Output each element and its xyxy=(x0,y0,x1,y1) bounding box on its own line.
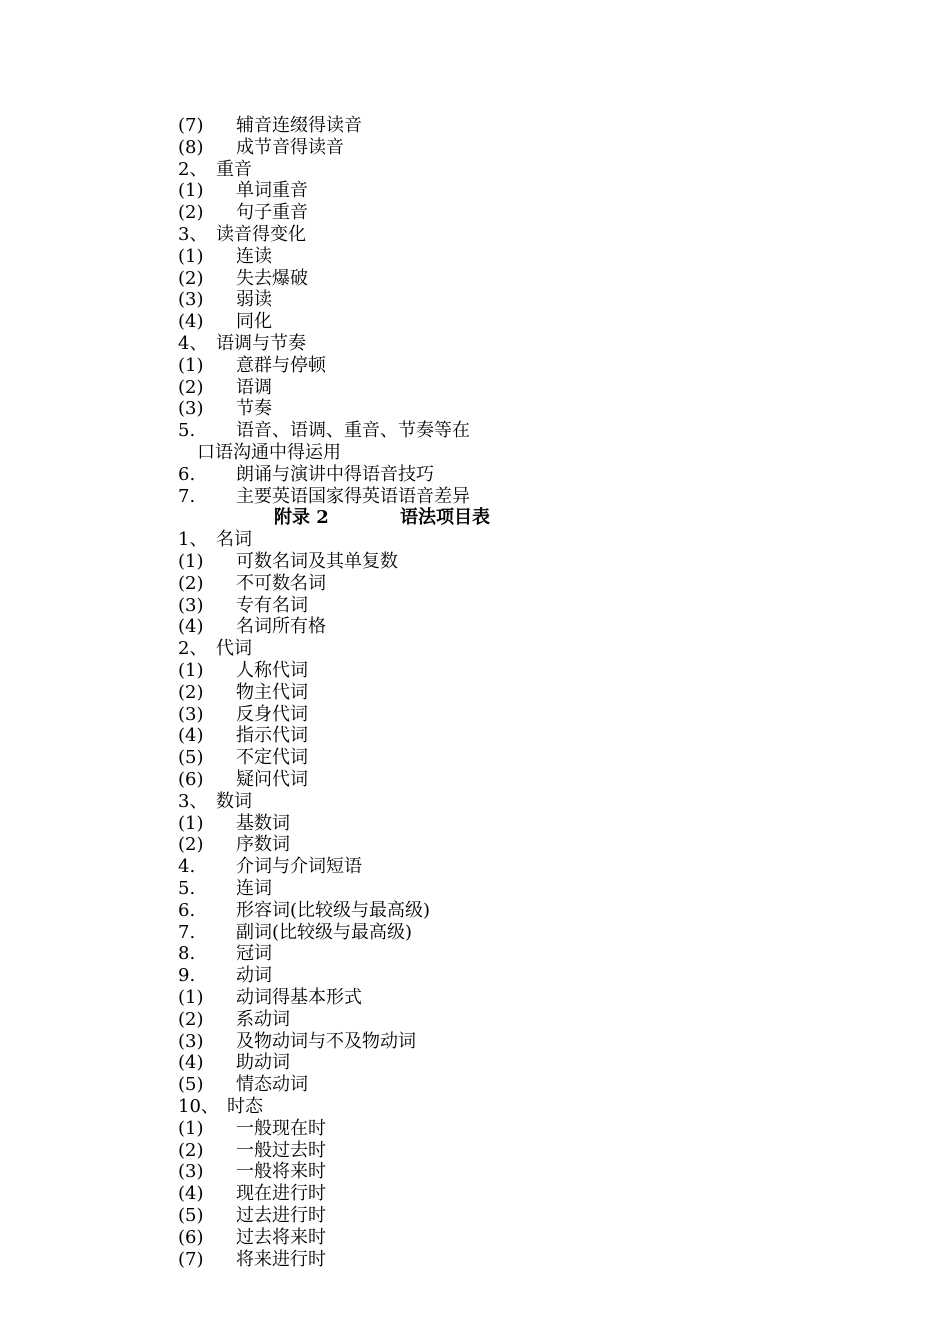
item-text: 系动词 xyxy=(236,1009,290,1030)
item-text: 将来进行时 xyxy=(236,1249,326,1270)
item-number: (1) xyxy=(178,660,204,681)
item-number: (1) xyxy=(178,355,204,376)
item-number: 4、 xyxy=(178,333,208,354)
item-number: (2) xyxy=(178,268,204,289)
list-item xyxy=(0,1249,950,1271)
item-text: 数词 xyxy=(216,791,252,812)
list-item xyxy=(0,180,950,202)
list-item xyxy=(0,289,950,311)
list-item xyxy=(0,551,950,573)
item-number: 3、 xyxy=(178,791,208,812)
item-text: 及物动词与不及物动词 xyxy=(236,1031,416,1052)
item-number: (2) xyxy=(178,573,204,594)
list-item xyxy=(0,202,950,224)
appendix-title: 语法项目表 xyxy=(400,507,490,528)
list-item xyxy=(0,246,950,268)
item-text: 语调与节奏 xyxy=(216,333,306,354)
item-text: 副词(比较级与最高级) xyxy=(236,922,413,943)
section-heading xyxy=(0,333,950,355)
item-number: (5) xyxy=(178,747,204,768)
item-number: (4) xyxy=(178,725,204,746)
section-heading xyxy=(0,638,950,660)
item-number: (4) xyxy=(178,1183,204,1204)
list-item xyxy=(0,856,950,878)
item-number: (1) xyxy=(178,551,204,572)
item-number: (2) xyxy=(178,682,204,703)
list-item xyxy=(0,137,950,159)
item-number: 8. xyxy=(178,943,196,964)
list-item xyxy=(0,725,950,747)
list-item xyxy=(0,747,950,769)
item-text: 基数词 xyxy=(236,813,290,834)
item-text: 主要英语国家得英语语音差异 xyxy=(236,486,470,507)
item-number: (8) xyxy=(178,137,204,158)
list-item xyxy=(0,965,950,987)
item-number: 7. xyxy=(178,922,196,943)
item-number: (1) xyxy=(178,813,204,834)
item-number: (2) xyxy=(178,377,204,398)
item-number: (3) xyxy=(178,704,204,725)
list-item xyxy=(0,442,950,464)
item-text: 助动词 xyxy=(236,1052,290,1073)
item-text: 句子重音 xyxy=(236,202,308,223)
item-text: 疑问代词 xyxy=(236,769,308,790)
item-text: 指示代词 xyxy=(236,725,308,746)
list-item xyxy=(0,420,950,442)
item-text: 不可数名词 xyxy=(236,573,326,594)
item-text: 反身代词 xyxy=(236,704,308,725)
item-text: 不定代词 xyxy=(236,747,308,768)
list-item xyxy=(0,878,950,900)
item-text: 代词 xyxy=(216,638,252,659)
list-item xyxy=(0,616,950,638)
item-number: (7) xyxy=(178,115,204,136)
item-number: (3) xyxy=(178,595,204,616)
item-number: (4) xyxy=(178,1052,204,1073)
item-text: 专有名词 xyxy=(236,595,308,616)
item-number: 2、 xyxy=(178,159,208,180)
section-heading xyxy=(0,791,950,813)
item-text: 连读 xyxy=(236,246,272,267)
list-item xyxy=(0,943,950,965)
item-number: (2) xyxy=(178,202,204,223)
list-item xyxy=(0,377,950,399)
item-text: 人称代词 xyxy=(236,660,308,681)
item-number: 6. xyxy=(178,464,196,485)
item-number: 1、 xyxy=(178,529,208,550)
item-number: (1) xyxy=(178,987,204,1008)
item-text: 失去爆破 xyxy=(236,268,308,289)
item-number: 3、 xyxy=(178,224,208,245)
list-item xyxy=(0,355,950,377)
item-text: 一般将来时 xyxy=(236,1161,326,1182)
item-number: 4. xyxy=(178,856,196,877)
item-text: 现在进行时 xyxy=(236,1183,326,1204)
item-text: 读音得变化 xyxy=(216,224,306,245)
section-heading xyxy=(0,224,950,246)
item-number: 5. xyxy=(178,420,196,441)
list-item xyxy=(0,1205,950,1227)
list-item xyxy=(0,900,950,922)
list-item xyxy=(0,268,950,290)
item-text: 单词重音 xyxy=(236,180,308,201)
list-item xyxy=(0,1161,950,1183)
item-number: (6) xyxy=(178,769,204,790)
item-text: 动词得基本形式 xyxy=(236,987,362,1008)
item-number: (4) xyxy=(178,311,204,332)
item-number: (2) xyxy=(178,1140,204,1161)
item-number: 6. xyxy=(178,900,196,921)
item-number: 2、 xyxy=(178,638,208,659)
item-text: 过去进行时 xyxy=(236,1205,326,1226)
item-number: (1) xyxy=(178,246,204,267)
item-text: 语调 xyxy=(236,377,272,398)
item-number: (2) xyxy=(178,834,204,855)
list-item xyxy=(0,1052,950,1074)
item-text: 形容词(比较级与最高级) xyxy=(236,900,431,921)
item-number: 10、 xyxy=(178,1096,219,1117)
list-item xyxy=(0,682,950,704)
item-number: (5) xyxy=(178,1074,204,1095)
item-text: 朗诵与演讲中得语音技巧 xyxy=(236,464,434,485)
item-number: (3) xyxy=(178,1031,204,1052)
list-item xyxy=(0,464,950,486)
section-heading xyxy=(0,159,950,181)
item-text: 连词 xyxy=(236,878,272,899)
item-text: 名词 xyxy=(216,529,252,550)
item-text: 过去将来时 xyxy=(236,1227,326,1248)
item-number: (4) xyxy=(178,616,204,637)
list-item xyxy=(0,769,950,791)
list-item xyxy=(0,704,950,726)
item-number: (5) xyxy=(178,1205,204,1226)
item-text: 情态动词 xyxy=(236,1074,308,1095)
item-number: (3) xyxy=(178,398,204,419)
list-item xyxy=(0,1140,950,1162)
item-number: (2) xyxy=(178,1009,204,1030)
item-text: 动词 xyxy=(236,965,272,986)
item-number: (7) xyxy=(178,1249,204,1270)
appendix-label: 附录 2 xyxy=(274,507,329,528)
list-item xyxy=(0,1009,950,1031)
item-text: 一般现在时 xyxy=(236,1118,326,1139)
item-number: 7. xyxy=(178,486,196,507)
item-text: 同化 xyxy=(236,311,272,332)
list-item xyxy=(0,1183,950,1205)
list-item xyxy=(0,595,950,617)
list-item xyxy=(0,115,950,137)
item-number: (1) xyxy=(178,1118,204,1139)
item-text: 物主代词 xyxy=(236,682,308,703)
section-heading xyxy=(0,529,950,551)
list-item xyxy=(0,1118,950,1140)
list-item xyxy=(0,987,950,1009)
item-text: 成节音得读音 xyxy=(236,137,344,158)
item-text: 介词与介词短语 xyxy=(236,856,362,877)
list-item xyxy=(0,834,950,856)
item-text: 序数词 xyxy=(236,834,290,855)
list-item xyxy=(0,660,950,682)
item-text: 弱读 xyxy=(236,289,272,310)
item-text: 辅音连缀得读音 xyxy=(236,115,362,136)
item-text: 可数名词及其单复数 xyxy=(236,551,398,572)
item-number: (1) xyxy=(178,180,204,201)
list-item xyxy=(0,311,950,333)
item-text: 意群与停顿 xyxy=(236,355,326,376)
item-number: (3) xyxy=(178,1161,204,1182)
list-item xyxy=(0,1227,950,1249)
list-item xyxy=(0,922,950,944)
item-text: 名词所有格 xyxy=(236,616,326,637)
list-item xyxy=(0,813,950,835)
item-number: (6) xyxy=(178,1227,204,1248)
item-text: 一般过去时 xyxy=(236,1140,326,1161)
item-text: 口语沟通中得运用 xyxy=(197,442,341,463)
item-number: 9. xyxy=(178,965,196,986)
item-text: 语音、语调、重音、节奏等在 xyxy=(236,420,470,441)
item-text: 重音 xyxy=(216,159,252,180)
item-text: 节奏 xyxy=(236,398,272,419)
list-item xyxy=(0,486,950,508)
list-item xyxy=(0,573,950,595)
item-number: (3) xyxy=(178,289,204,310)
list-item xyxy=(0,1074,950,1096)
item-text: 时态 xyxy=(227,1096,263,1117)
item-text: 冠词 xyxy=(236,943,272,964)
list-item xyxy=(0,398,950,420)
list-item xyxy=(0,1031,950,1053)
section-heading xyxy=(0,1096,950,1118)
item-number: 5. xyxy=(178,878,196,899)
